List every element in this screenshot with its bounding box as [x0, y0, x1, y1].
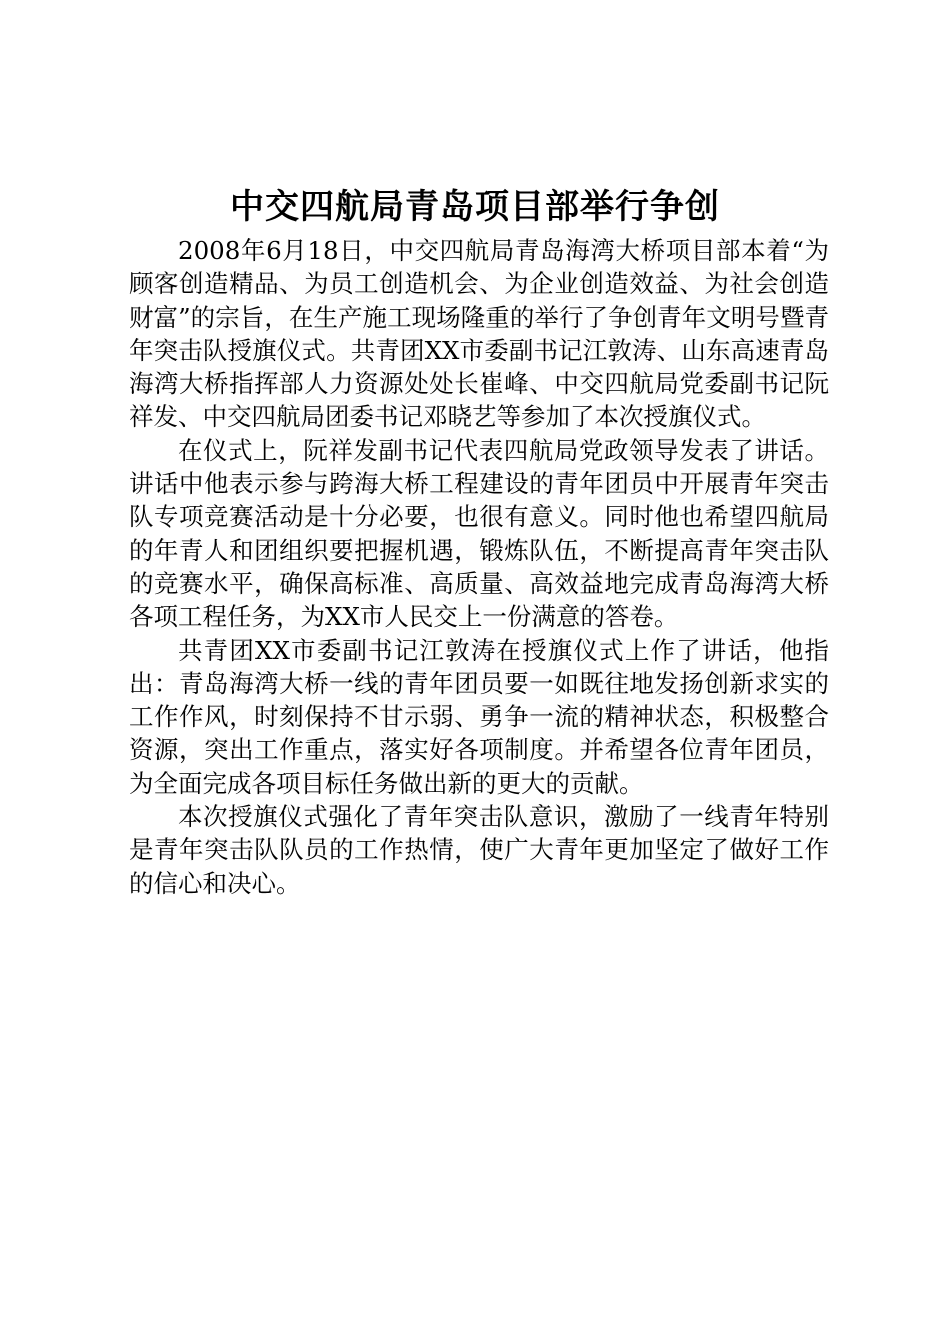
paragraph-ceremony-intro: 2008年6月18日，中交四航局青岛海湾大桥项目部本着“为顾客创造精品、为员工创造机会、为企业创造效益、为社会创造财富”的宗旨，在生产施工现场隆重的举行了争创青年文明号暨青年突击队授旗仪式。共青团XX市委副书记江敦涛、山东高速青岛海湾大桥指挥部人力资源处处长崔峰、中交四航局党委副书记阮祥发、中交四航局团委书记邓晓艺等参加了本次授旗仪式。	[129, 236, 829, 432]
document-title: 中交四航局青岛项目部举行争创	[230, 187, 720, 227]
document-body	[129, 234, 829, 900]
paragraph-conclusion: 本次授旗仪式强化了青年突击队意识，激励了一线青年特别是青年突击队队员的工作热情，使广大青年更加坚定了做好工作的信心和决心。	[129, 802, 829, 898]
paragraph-jiang-speech: 共青团XX市委副书记江敦涛在授旗仪式上作了讲话，他指出：青岛海湾大桥一线的青年团员要一如既往地发扬创新求实的工作作风，时刻保持不甘示弱、勇争一流的精神状态，积极整合资源，突出工作重点，落实好各项制度。并希望各位青年团员，为全面完成各项目标任务做出新的更大的贡献。	[129, 635, 829, 798]
paragraph-ruan-speech: 在仪式上，阮祥发副书记代表四航局党政领导发表了讲话。讲话中他表示参与跨海大桥工程建设的青年团员中开展青年突击队专项竞赛活动是十分必要，也很有意义。同时他也希望四航局的年青人和团组织要把握机遇，锻炼队伍，不断提高青年突击队的竞赛水平，确保高标准、高质量、高效益地完成青岛海湾大桥各项工程任务，为XX市人民交上一份满意的答卷。	[129, 435, 829, 632]
